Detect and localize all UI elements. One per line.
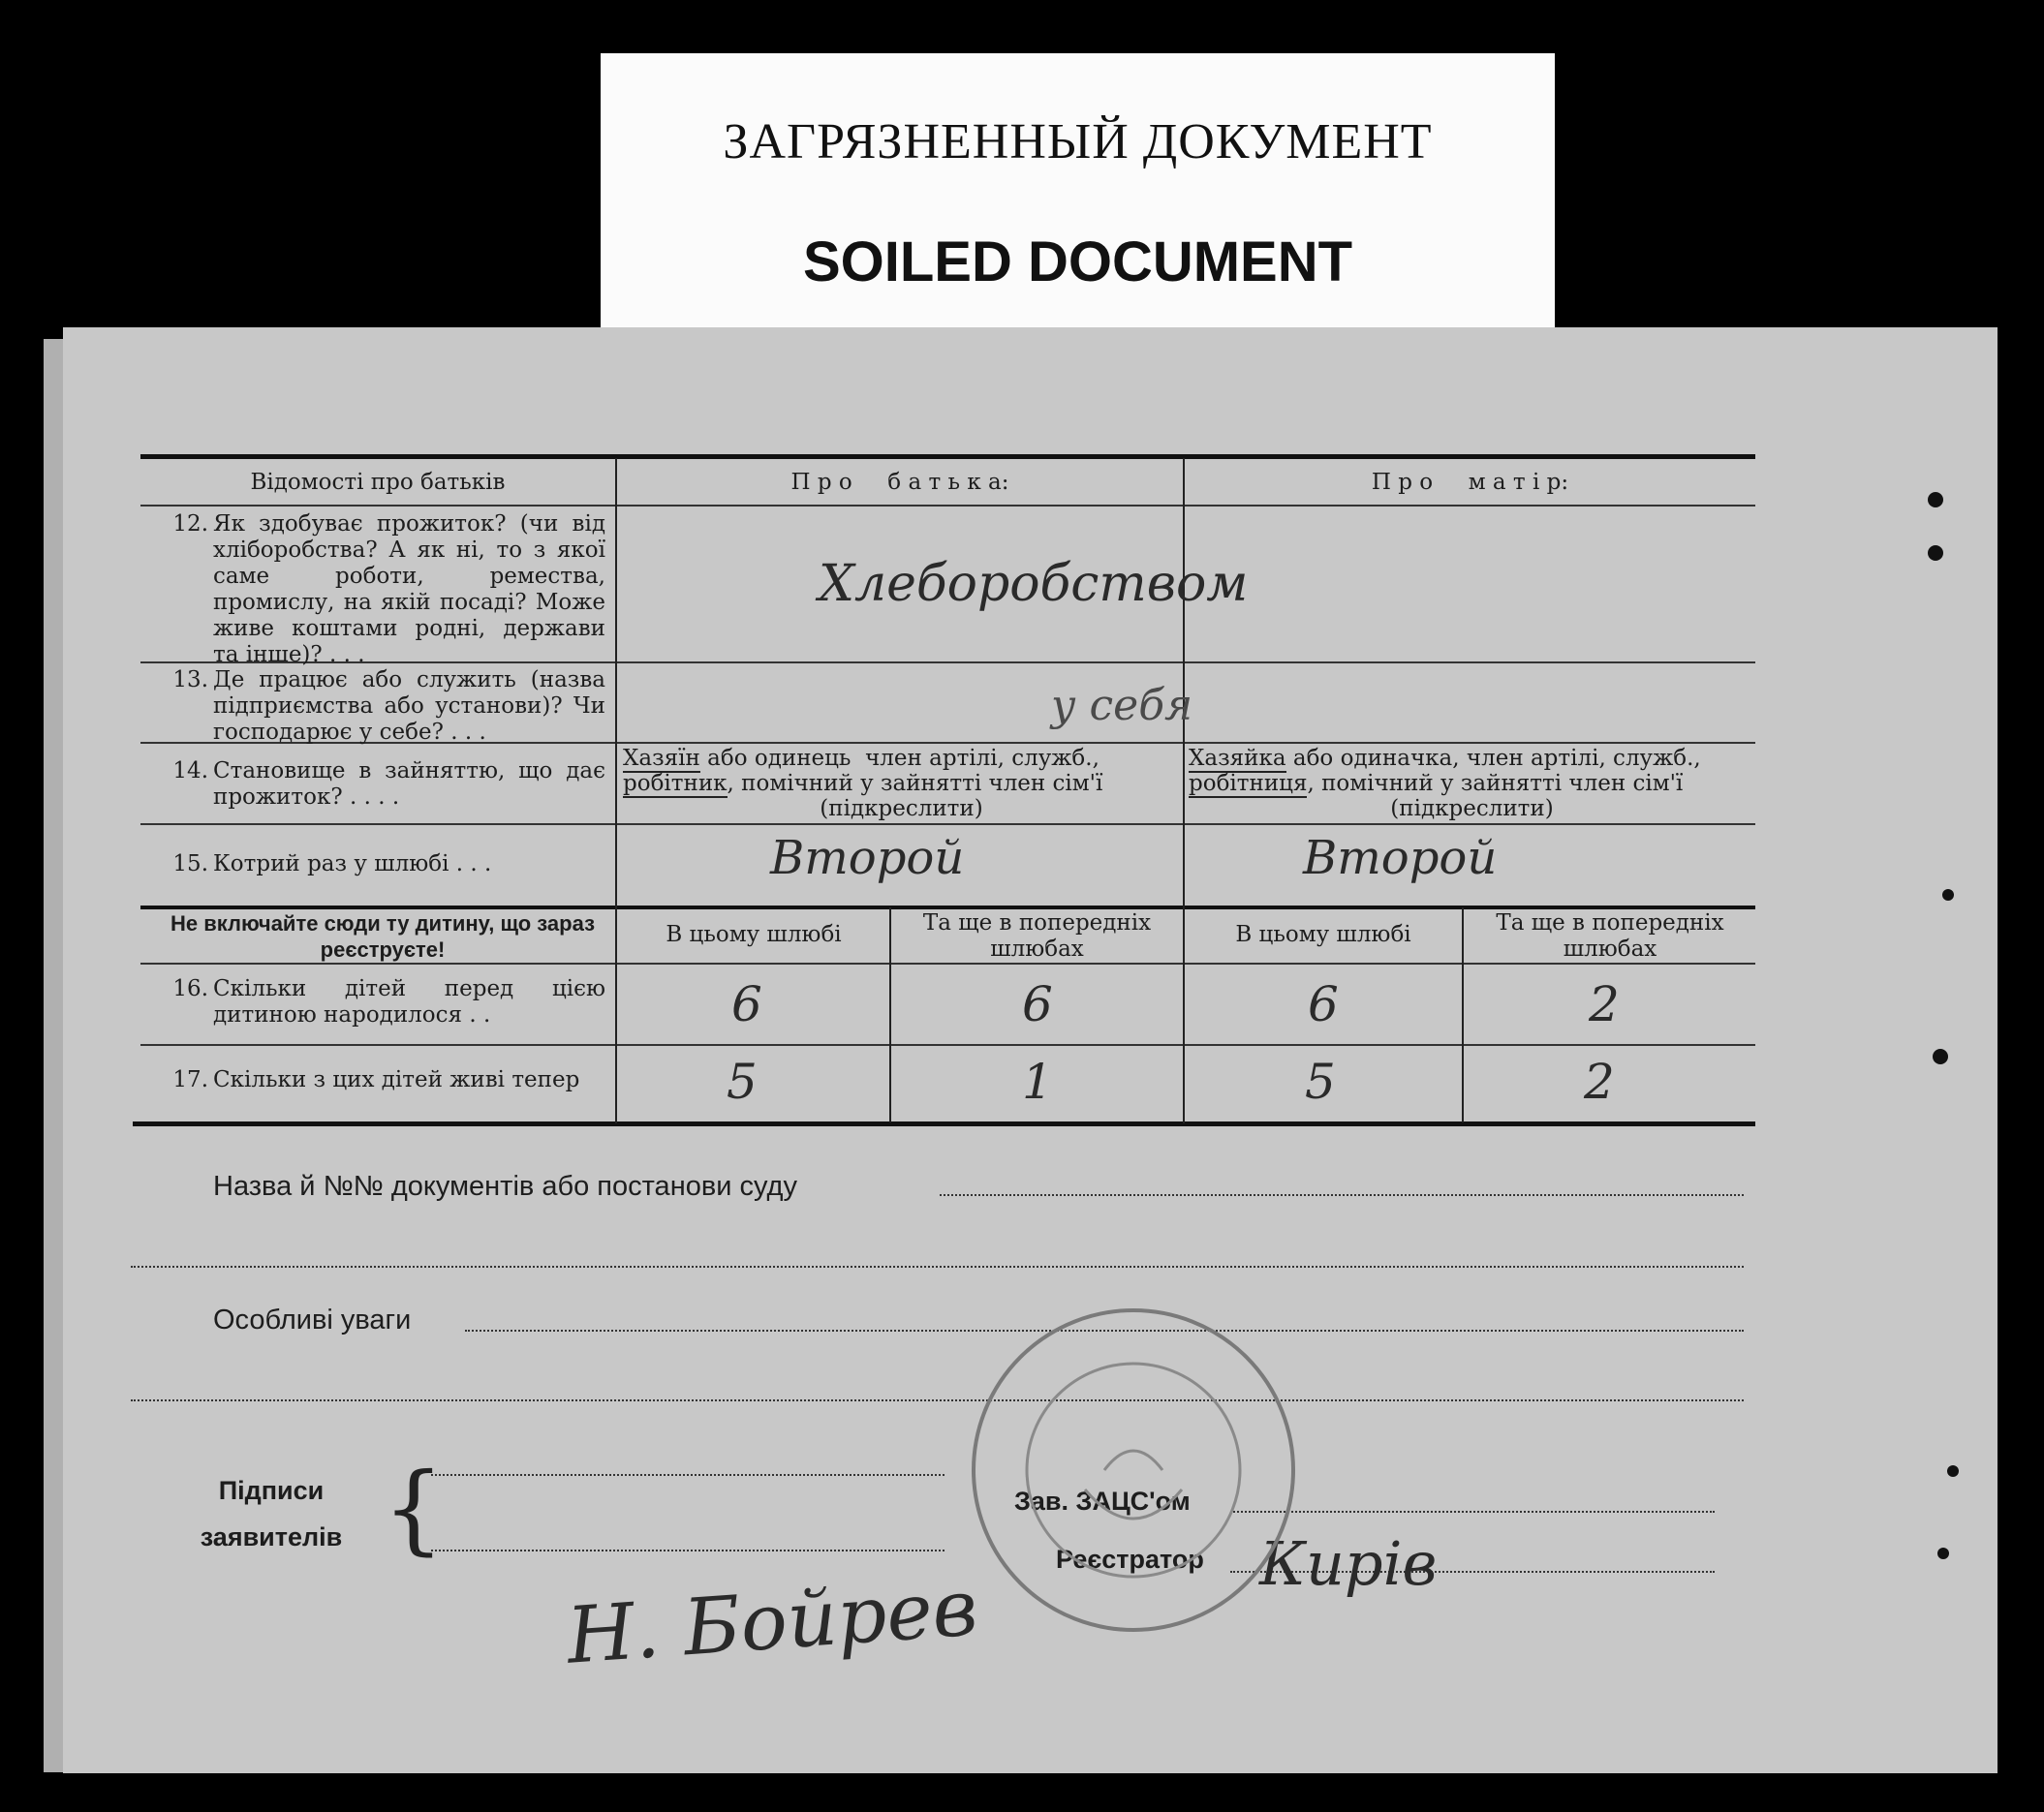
header-parents-info: Відомості про батьків — [250, 470, 506, 495]
table-bottom-rule — [133, 1121, 1755, 1126]
row17-number: 17. — [172, 1067, 208, 1092]
row12-answer-handwritten: Хлеборобством — [819, 555, 1249, 613]
row13-number: 13. — [172, 667, 208, 692]
row14-father-options-line2 — [623, 771, 1180, 797]
row14-question: Становище в зайняттю, що дає прожиток? . . . . — [213, 758, 605, 810]
binder-hole — [1942, 889, 1954, 901]
row14-mother-options-line2 — [1189, 771, 1755, 797]
row14-rule — [140, 823, 1755, 825]
banner-title-ru: ЗАГРЯЗНЕННЫЙ ДОКУМЕНТ — [723, 114, 1433, 169]
option-female-worker-underlined: робітниця — [1189, 771, 1308, 796]
option-father-rest-2: , помічний у зайнятті член сім'ї — [727, 771, 1103, 796]
subheader-rule — [140, 963, 1755, 965]
option-mother-rest-1: або одиначка, член артілі, служб., — [1285, 746, 1701, 771]
table-top-rule — [140, 454, 1755, 459]
subheader-father-previous-marriages: Та ще в попередніх шлюбах — [922, 910, 1152, 962]
row17-father-this-value: 5 — [727, 1054, 758, 1110]
registrar-signature-handwritten: Кирів — [1259, 1528, 1438, 1599]
row14-mother-options-line1 — [1189, 746, 1755, 772]
row12-question: Як здобуває прожиток? (чи від хліборобства? А як ні, то з якої саме роботи, ремества, промислу, на якій посаді? Може живе коштами родні, держави та інше)? . . . — [213, 511, 605, 667]
row16-number: 16. — [172, 976, 208, 1001]
soiled-document-banner — [601, 53, 1555, 329]
row14-father-options-line1 — [623, 746, 1180, 772]
subheader-mother-this-marriage: В цьому шлюбі — [1235, 922, 1411, 947]
applicants-signatures-label-2: заявителів — [200, 1522, 343, 1551]
row17-question: Скільки з цих дітей живі тепер — [213, 1067, 580, 1092]
subheader-mother-previous-marriages: Та ще в попередніх шлюбах — [1496, 910, 1724, 962]
row17-mother-this-value: 5 — [1305, 1054, 1336, 1110]
court-documents-label: Назва й №№ документів або постанови суду — [213, 1171, 797, 1202]
binder-hole — [1937, 1548, 1949, 1559]
row16-father-prev-value: 6 — [1022, 976, 1053, 1032]
row14-number: 14. — [172, 758, 208, 783]
row13-question: Де працює або служить (назва підприємства або установи)? Чи господарює у себе? . . . — [213, 667, 605, 745]
applicants-signatures-label-1: Підписи — [218, 1476, 325, 1505]
subheader-father-this-marriage: В цьому шлюбі — [666, 922, 842, 947]
stamp-inner-ring — [1027, 1364, 1240, 1577]
stamp-emblem — [1085, 1451, 1182, 1519]
row16-mother-this-value: 6 — [1308, 976, 1339, 1032]
banner-title-en: SOILED DOCUMENT — [802, 230, 1353, 293]
applicant-signature-line-2 — [431, 1548, 945, 1551]
row16-mother-prev-value: 2 — [1589, 976, 1620, 1032]
row16-rule — [140, 1044, 1755, 1046]
official-round-stamp — [959, 1296, 1308, 1644]
document-page — [63, 327, 1998, 1773]
applicant-signature-handwritten: Н. Бойрев — [564, 1562, 980, 1681]
court-documents-line-2 — [131, 1264, 1744, 1268]
registry-head-label: Зав. ЗАЦС'ом — [1014, 1487, 1191, 1516]
option-father-rest-1: або одинець член артілі, служб., — [699, 746, 1099, 771]
paper-edge — [44, 339, 65, 1772]
header-about-father: П р о б а т ь к а: — [790, 470, 1009, 495]
option-mother-rest-2: , помічний у зайнятті член сім'ї — [1307, 771, 1684, 796]
row16-question: Скільки дітей перед цією дитиною народилося . . — [213, 976, 605, 1028]
binder-hole — [1947, 1465, 1959, 1477]
binder-hole — [1933, 1049, 1948, 1064]
row15-rule — [140, 906, 1755, 909]
option-owner-underlined: Хазяїн — [623, 746, 700, 771]
court-documents-line — [940, 1192, 1744, 1196]
row17-mother-prev-value: 2 — [1584, 1054, 1615, 1110]
special-notes-line-2 — [131, 1397, 1744, 1401]
row15-father-handwritten: Второй — [770, 831, 965, 885]
binder-hole — [1928, 492, 1943, 507]
row15-question: Котрий раз у шлюбі . . . — [213, 851, 492, 876]
option-worker-underlined: робітник — [623, 771, 728, 796]
row14-father-underline-note: (підкреслити) — [820, 796, 983, 821]
registrar-label: Реєстратор — [1056, 1545, 1204, 1574]
row15-mother-handwritten: Второй — [1303, 831, 1498, 885]
row14-mother-underline-note: (підкреслити) — [1390, 796, 1554, 821]
applicant-signature-line-1 — [431, 1472, 945, 1476]
col-divider-4 — [1462, 907, 1464, 1122]
header-about-mother: П р о м а т і р: — [1371, 470, 1569, 495]
special-notes-label: Особливі уваги — [213, 1305, 412, 1336]
warning-do-not-include-child: Не включайте сюди ту дитину, що зараз реєструєте! — [170, 911, 596, 962]
row16-father-this-value: 6 — [731, 976, 762, 1032]
row13-answer-handwritten: у себя — [1051, 681, 1193, 730]
row12-number: 12. — [172, 511, 208, 537]
option-hostess-underlined: Хазяйка — [1189, 746, 1286, 771]
col-divider-3 — [889, 907, 891, 1122]
col-divider-1 — [615, 458, 617, 1123]
signature-brace: { — [383, 1452, 445, 1565]
stamp-outer-ring — [974, 1310, 1293, 1630]
row17-father-prev-value: 1 — [1022, 1054, 1053, 1110]
row15-number: 15. — [172, 851, 208, 876]
table-header-rule — [140, 505, 1755, 507]
binder-hole — [1928, 545, 1943, 561]
